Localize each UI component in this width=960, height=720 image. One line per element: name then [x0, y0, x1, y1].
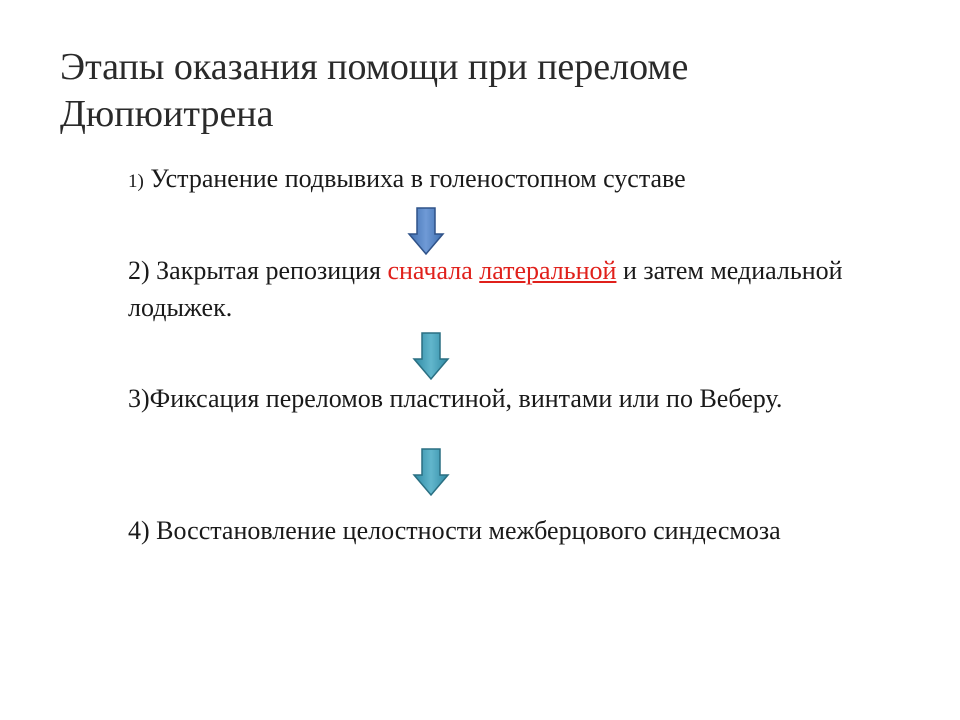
step-2-highlight-underlined: латеральной	[479, 256, 617, 285]
step-2-prefix: 2) Закрытая репозиция	[128, 256, 388, 285]
step-1-number: 1)	[128, 171, 144, 192]
step-4: 4) Восстановление целостности межберцового синдесмоза	[128, 516, 781, 545]
slide-title: Этапы оказания помощи при переломе Дюпюитрена	[60, 46, 689, 135]
step-3: 3)Фиксация переломов пластиной, винтами или по Веберу.	[128, 384, 783, 413]
step-2-highlight: сначала	[387, 256, 473, 285]
down-arrow-icon	[411, 447, 451, 497]
step-1	[128, 160, 868, 200]
step-2	[128, 252, 868, 326]
down-arrow-icon	[411, 331, 451, 381]
down-arrow-icon	[406, 206, 446, 256]
step-2-suffix: и затем медиальной лодыжек.	[128, 256, 843, 322]
step-1-text: Устранение подвывиха в голеностопном суставе	[143, 164, 686, 193]
